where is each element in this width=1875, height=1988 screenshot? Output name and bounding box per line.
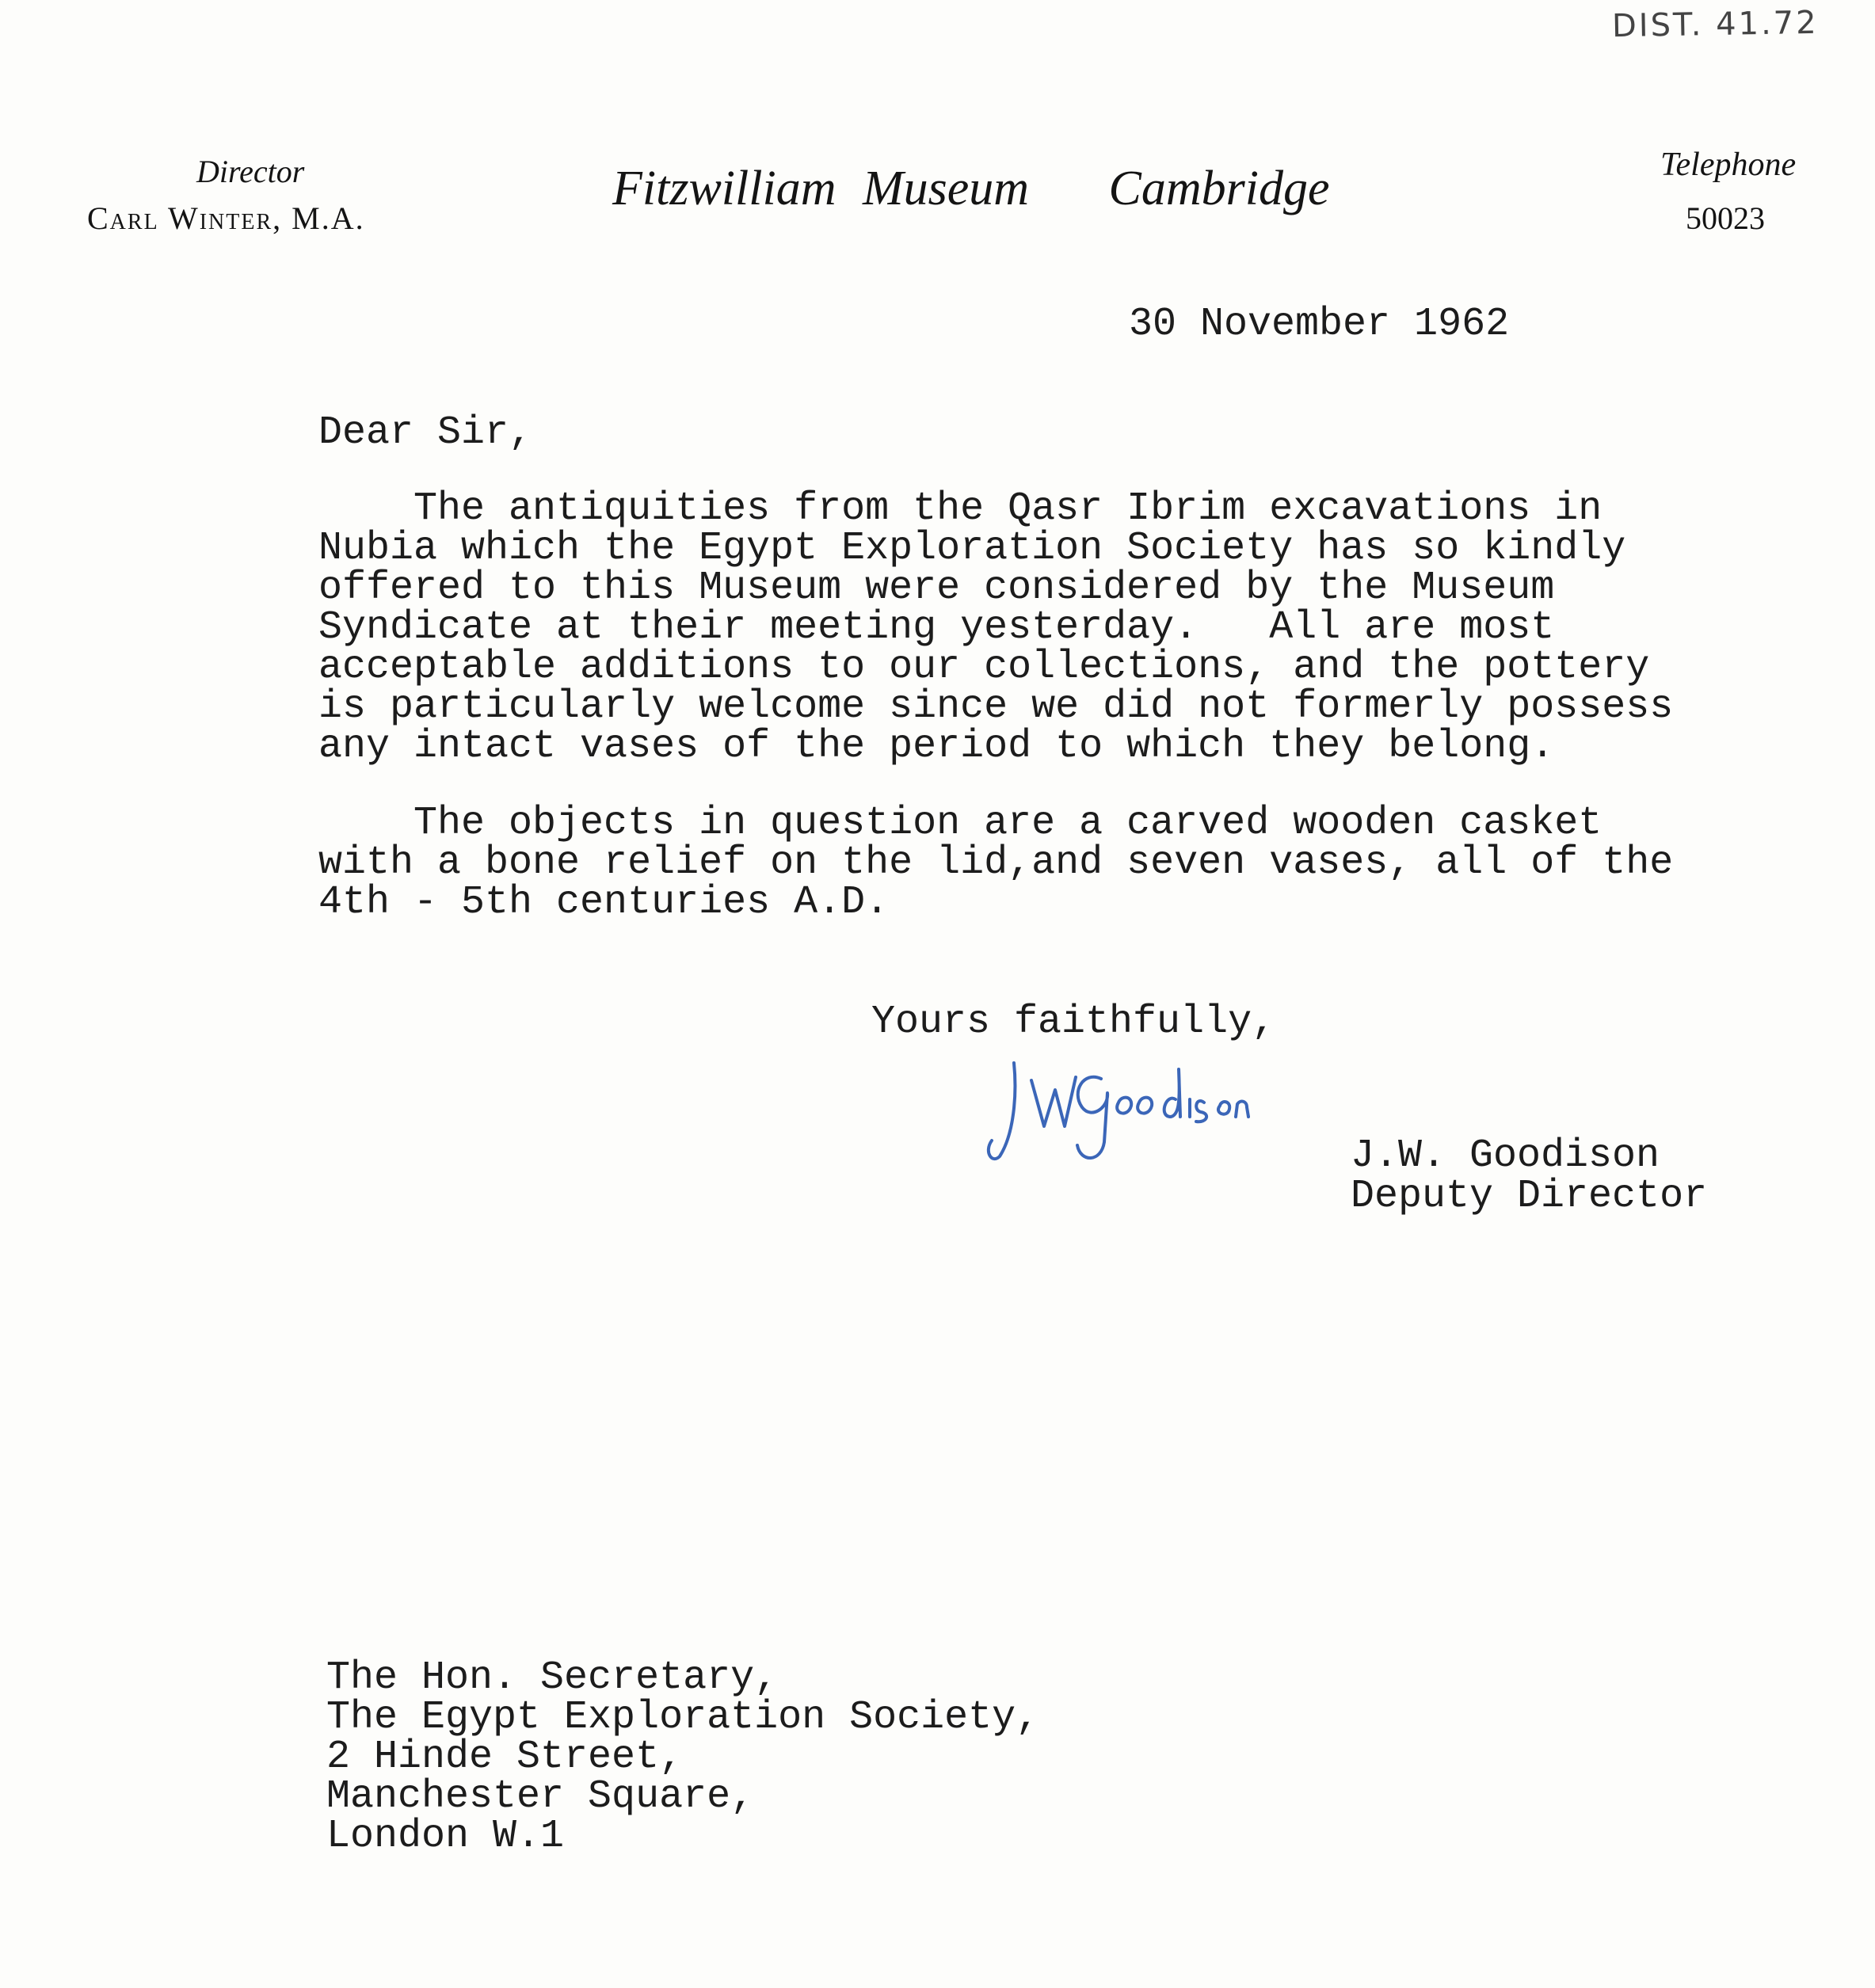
body-paragraph-1: The antiquities from the Qasr Ibrim excavations in Nubia which the Egypt Exploration Society has so kindly offered to this Museum were considered by the Museum Syndicate at their meeting yesterday. All are most acceptable additions to our collections, and the pottery is particularly welcome since we did not formerly possess any intact vases of the period to which they belong. xyxy=(318,486,1674,769)
signer-title: Deputy Director xyxy=(1351,1174,1708,1219)
recipient-address: The Hon. Secretary, The Egypt Exploration Society, 2 Hinde Street, Manchester Square, London W.1 xyxy=(326,1655,1040,1859)
museum-title: Fitzwilliam Museum Cambridge xyxy=(612,162,1330,215)
director-role: Director xyxy=(196,154,305,189)
closing: Yours faithfully, xyxy=(871,1000,1276,1045)
director-name: Carl Winter, M.A. xyxy=(87,200,365,236)
letter-date: 30 November 1962 xyxy=(1129,302,1510,347)
telephone-label: Telephone xyxy=(1660,147,1797,183)
handwritten-signature xyxy=(982,1047,1252,1166)
signer-name: J.W. Goodison xyxy=(1351,1133,1660,1179)
body-paragraph-2: The objects in question are a carved wooden casket with a bone relief on the lid,and seven vases, all of the 4th - 5th centuries A.D. xyxy=(318,801,1674,925)
salutation: Dear Sir, xyxy=(318,410,533,455)
telephone-number: 50023 xyxy=(1686,200,1765,236)
archive-note: DIST. 41.72 xyxy=(1611,4,1820,45)
